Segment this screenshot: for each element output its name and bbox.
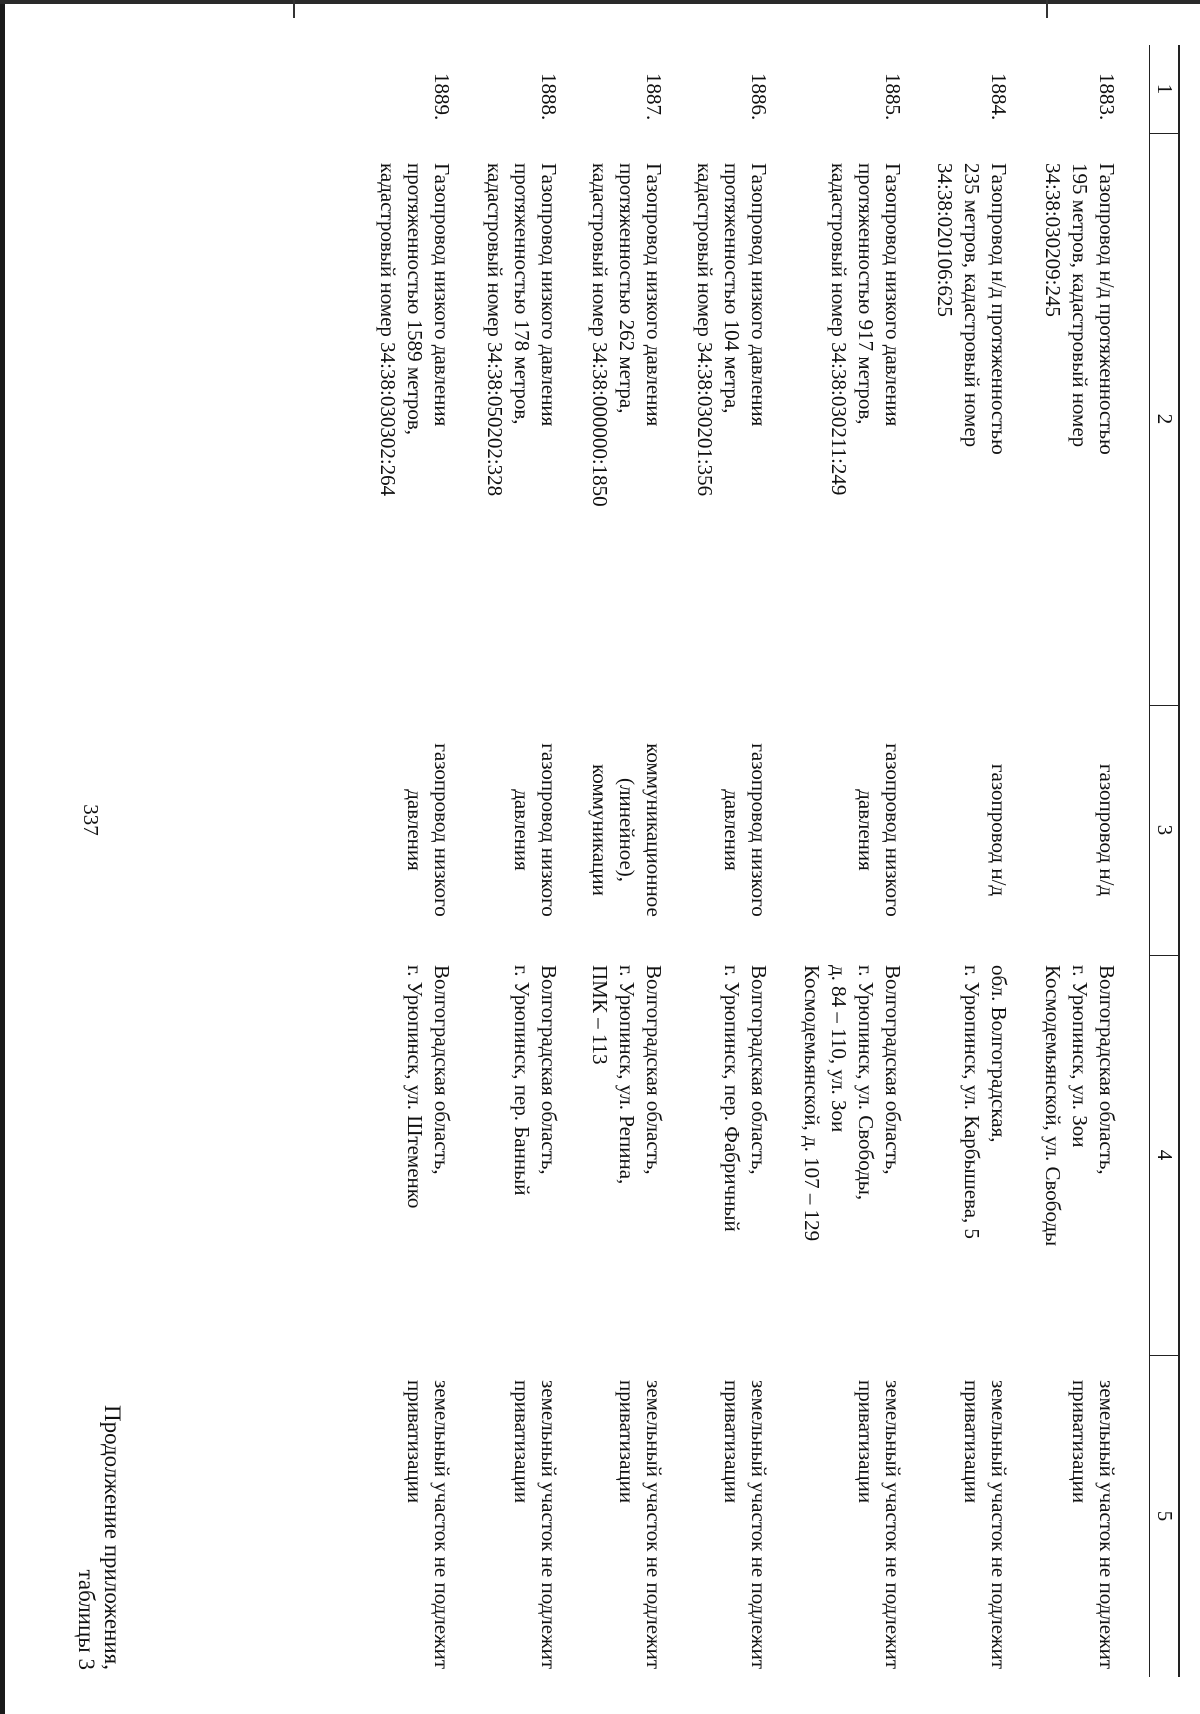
text-line: Газопровод низкого давления: [642, 163, 666, 427]
text-line: земельный участок не подлежит: [747, 1380, 771, 1670]
text-line: 195 метров, кадастровый номер: [1068, 163, 1092, 448]
text-line: земельный участок не подлежит: [881, 1380, 905, 1670]
text-line: д. 84 – 110, ул. Зои: [827, 965, 851, 1133]
object-name: [1039, 163, 1120, 673]
text-line: Космодемьянской, д. 107 – 129: [800, 965, 824, 1242]
text-line: Волгоградская область,: [430, 965, 454, 1175]
object-note: [613, 1380, 667, 1680]
object-address: [508, 965, 562, 1335]
object-name: [586, 163, 667, 673]
object-name: [374, 163, 455, 673]
text-line: Газопровод н/д протяженностью: [1095, 163, 1119, 455]
property-table: [180, 45, 1180, 1677]
column-header: 5: [1153, 1510, 1177, 1522]
text-line: приватизации: [960, 1380, 984, 1504]
object-type: [586, 725, 667, 935]
text-line: 34:38:020106:625: [933, 163, 957, 318]
text-line: кадастровый номер 34:38:030302:264: [376, 163, 400, 497]
text-line: Газопровод низкого давления: [881, 163, 905, 427]
text-line: приватизации: [720, 1380, 744, 1504]
text-line: протяженностью 1589 метров,: [403, 163, 427, 436]
text-line: приватизации: [403, 1380, 427, 1504]
object-type: [718, 725, 772, 935]
text-line: ПМК – 113: [588, 965, 612, 1065]
text-line: газопровод низкого: [881, 743, 905, 917]
text-line: приватизации: [854, 1380, 878, 1504]
column-header: 3: [1153, 824, 1177, 836]
object-address: [586, 965, 667, 1335]
text-line: Волгоградская область,: [881, 965, 905, 1175]
text-line: земельный участок не подлежит: [1095, 1380, 1119, 1670]
text-line: 34:38:030209:245: [1041, 163, 1065, 318]
object-type: [985, 725, 1012, 935]
text-line: кадастровый номер 34:38:030211:249: [827, 163, 851, 496]
continuation-line: таблицы 3: [74, 1569, 99, 1670]
object-address: [1039, 965, 1120, 1335]
text-line: газопровод низкого: [430, 743, 454, 917]
text-line: Газопровод низкого давления: [430, 163, 454, 427]
text-line: Газопровод низкого давления: [747, 163, 771, 427]
text-line: г. Урюпинск, ул. Штеменко: [403, 965, 427, 1209]
text-line: Газопровод н/д протяженностью: [987, 163, 1011, 455]
text-line: газопровод н/д: [1095, 763, 1119, 897]
text-line: коммуникации: [588, 764, 612, 896]
text-line: г. Урюпинск, пер. Банный: [510, 965, 534, 1196]
column-header: 1: [1153, 83, 1177, 95]
text-line: Волгоградская область,: [642, 965, 666, 1175]
text-line: г. Урюпинск, ул. Зои: [1068, 965, 1092, 1148]
column-header: 2: [1153, 413, 1177, 425]
text-line: давления: [510, 789, 534, 871]
object-address: [798, 965, 906, 1335]
text-line: протяженностью 262 метра,: [615, 163, 639, 414]
text-line: давления: [403, 789, 427, 871]
object-type: [852, 725, 906, 935]
text-line: кадастровый номер 34:38:030201:356: [693, 163, 717, 497]
row-number: 1885.: [881, 73, 905, 121]
text-line: давления: [720, 789, 744, 871]
object-name: [691, 163, 772, 673]
object-name: [825, 163, 906, 673]
text-line: земельный участок не подлежит: [987, 1380, 1011, 1670]
text-line: газопровод н/д: [987, 763, 1011, 897]
object-note: [718, 1380, 772, 1680]
text-line: кадастровый номер 34:38:000000:1850: [588, 163, 612, 507]
text-line: Волгоградская область,: [747, 965, 771, 1175]
row-number: 1887.: [642, 73, 666, 121]
text-line: приватизации: [1068, 1380, 1092, 1504]
continuation-line: Продолжение приложения,: [100, 1405, 125, 1670]
row-number: 1883.: [1095, 73, 1119, 121]
row-number: 1884.: [987, 73, 1011, 121]
text-line: обл. Волгоградская,: [987, 965, 1011, 1143]
text-line: приватизации: [615, 1380, 639, 1504]
text-line: газопровод низкого: [747, 743, 771, 917]
text-line: протяженностью 917 метров,: [854, 163, 878, 425]
text-line: протяженностью 104 метра,: [720, 163, 744, 414]
object-name: [481, 163, 562, 673]
text-line: земельный участок не подлежит: [642, 1380, 666, 1670]
row-number: 1888.: [537, 73, 561, 121]
text-line: г. Урюпинск, ул. Карбышева, 5: [960, 965, 984, 1240]
object-note: [1066, 1380, 1120, 1680]
page-number: 337: [79, 804, 103, 836]
text-line: давления: [854, 789, 878, 871]
column-header: 4: [1153, 1149, 1177, 1161]
text-line: земельный участок не подлежит: [430, 1380, 454, 1670]
text-line: Волгоградская область,: [537, 965, 561, 1175]
object-address: [958, 965, 1012, 1335]
continuation-caption: [73, 1370, 125, 1670]
object-type: [1093, 725, 1120, 935]
object-type: [508, 725, 562, 935]
text-line: Волгоградская область,: [1095, 965, 1119, 1175]
row-number: 1886.: [747, 73, 771, 121]
text-line: Космодемьянской, ул. Свободы: [1041, 965, 1065, 1247]
text-line: (линейное),: [615, 777, 639, 883]
text-line: Газопровод низкого давления: [537, 163, 561, 427]
text-line: газопровод низкого: [537, 743, 561, 917]
object-note: [508, 1380, 562, 1680]
object-address: [718, 965, 772, 1335]
text-line: протяженностью 178 метров,: [510, 163, 534, 425]
text-line: г. Урюпинск, пер. Фабричный: [720, 965, 744, 1232]
text-line: приватизации: [510, 1380, 534, 1504]
text-line: 235 метров, кадастровый номер: [960, 163, 984, 448]
object-name: [931, 163, 1012, 673]
text-line: г. Урюпинск, ул. Свободы,: [854, 965, 878, 1201]
object-note: [852, 1380, 906, 1680]
object-note: [958, 1380, 1012, 1680]
row-number: 1889.: [430, 73, 454, 121]
object-type: [401, 725, 455, 935]
object-address: [401, 965, 455, 1335]
text-line: г. Урюпинск, ул. Репина,: [615, 965, 639, 1185]
text-line: кадастровый номер 34:38:050202:328: [483, 163, 507, 497]
text-line: коммуникационное: [642, 743, 666, 917]
object-note: [401, 1380, 455, 1680]
text-line: земельный участок не подлежит: [537, 1380, 561, 1670]
